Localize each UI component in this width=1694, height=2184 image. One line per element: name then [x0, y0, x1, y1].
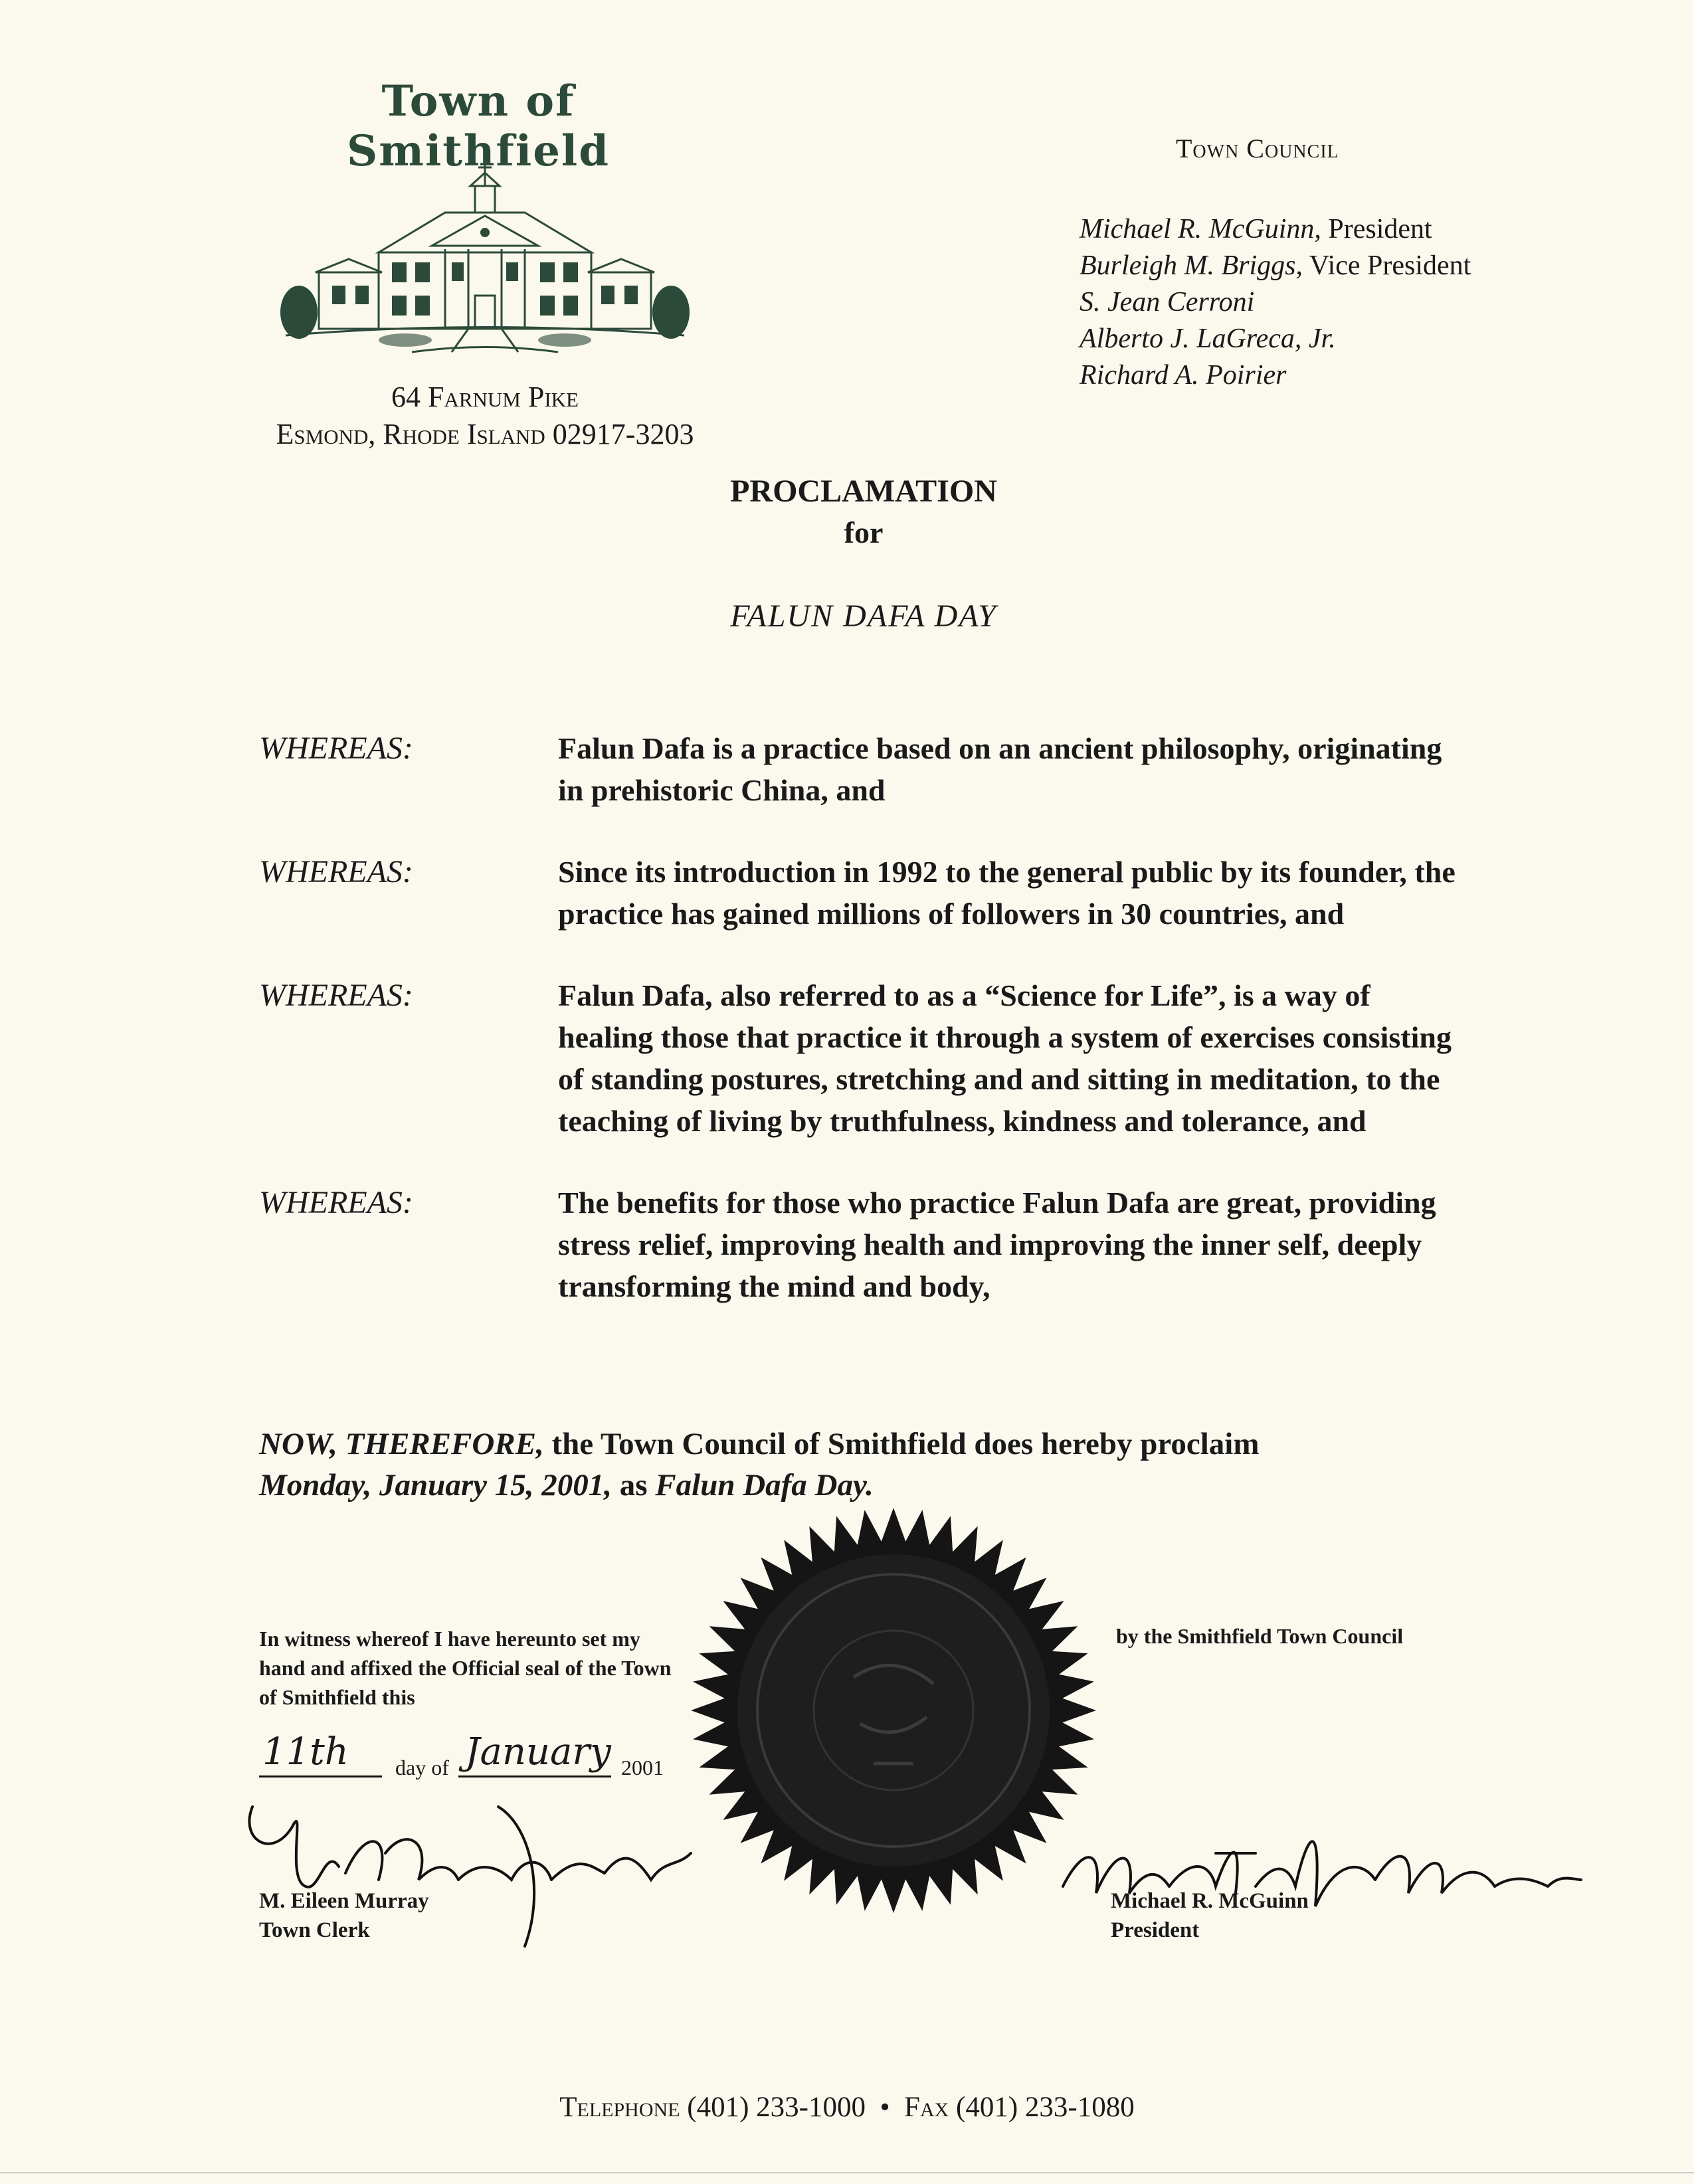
proclamation-title: PROCLAMATION: [730, 474, 997, 509]
proclamation-day-name: FALUN DAFA DAY: [730, 598, 997, 634]
council-heading: Town Council: [1176, 134, 1339, 163]
whereas-clause: [259, 727, 1468, 811]
whereas-label: WHEREAS:: [259, 978, 413, 1013]
day-of-label: day of: [395, 1756, 449, 1779]
fax-label: Fax: [904, 2092, 949, 2123]
town-name: Town of Smithfield: [347, 76, 610, 176]
resolution-day: Falun Dafa Day.: [655, 1468, 874, 1502]
council-member: Burleigh M. Briggs, Vice President: [1080, 250, 1471, 281]
resolution-as: as: [611, 1468, 656, 1502]
whereas-text: Falun Dafa, also referred to as a “Science for Life”, is a way of healing those that practice it through a system of exercises consisting of standing postures, stretching and and sitting in meditation, to the teaching of living by truthfulness, kindness and tolerance, and: [558, 978, 1452, 1138]
telephone-number: (401) 233-1000: [687, 2092, 866, 2123]
whereas-label: WHEREAS:: [259, 854, 413, 889]
witness-date-line: [259, 1730, 691, 1790]
whereas-clause: [259, 974, 1468, 1142]
whereas-clause: [259, 1182, 1468, 1307]
day-underline: [259, 1775, 382, 1777]
president-name: Michael R. McGuinn: [1111, 1889, 1309, 1913]
town-address: [219, 379, 751, 453]
whereas-label: WHEREAS:: [259, 731, 413, 766]
whereas-label: WHEREAS:: [259, 1185, 413, 1220]
handwritten-day: 11th: [262, 1730, 349, 1774]
president-title: President: [1111, 1918, 1200, 1942]
year-label: 2001: [621, 1756, 664, 1779]
whereas-text: Falun Dafa is a practice based on an ancient philosophy, originating in prehistoric China, and: [558, 731, 1442, 807]
resolution-body: the Town Council of Smithfield does hereby proclaim: [543, 1427, 1260, 1461]
witness-statement: In witness whereof I have hereunto set my hand and affixed the Official seal of the Town of Smithfield this: [259, 1627, 672, 1709]
clerk-title: Town Clerk: [259, 1918, 370, 1942]
resolution-date: Monday, January 15, 2001,: [259, 1468, 612, 1502]
fax-number: (401) 233-1080: [956, 2092, 1135, 2123]
handwritten-month: January: [465, 1730, 611, 1774]
whereas-text: Since its introduction in 1992 to the general public by its founder, the practice has gained millions of followers in 30 countries, and: [558, 855, 1456, 931]
footer-bullet: •: [880, 2092, 890, 2123]
resolution-paragraph: [259, 1423, 1495, 1506]
clerk-block: [259, 1886, 429, 1945]
council-member: Richard A. Poirier: [1080, 360, 1287, 391]
whereas-clause: [259, 851, 1468, 935]
resolution-lead: NOW, THEREFORE,: [259, 1427, 544, 1461]
clerk-name: M. Eileen Murray: [259, 1889, 429, 1913]
address-line1: 64 Farnum Pike: [391, 381, 579, 413]
proclamation-for: for: [844, 515, 884, 549]
page-bottom-edge: [0, 2172, 1694, 2173]
whereas-clauses: [259, 727, 1468, 1347]
council-member: Michael R. McGuinn, President: [1080, 214, 1432, 244]
address-line2: Esmond, Rhode Island 02917-3203: [276, 418, 694, 450]
footer-contact: [0, 2091, 1694, 2124]
whereas-text: The benefits for those who practice Falun Dafa are great, providing stress relief, improving health and improving the inner self, deeply transforming the mind and body,: [558, 1186, 1436, 1303]
council-member: S. Jean Cerroni: [1080, 287, 1255, 318]
official-seal-icon: [688, 1504, 1099, 1916]
council-member-list: [1080, 211, 1471, 394]
by-council-text: by the Smithfield Town Council: [1116, 1624, 1404, 1648]
month-underline: [458, 1775, 611, 1777]
president-block: [1111, 1886, 1309, 1945]
telephone-label: Telephone: [559, 2092, 680, 2123]
town-hall-illustration: [279, 153, 691, 365]
council-member: Alberto J. LaGreca, Jr.: [1080, 323, 1336, 354]
